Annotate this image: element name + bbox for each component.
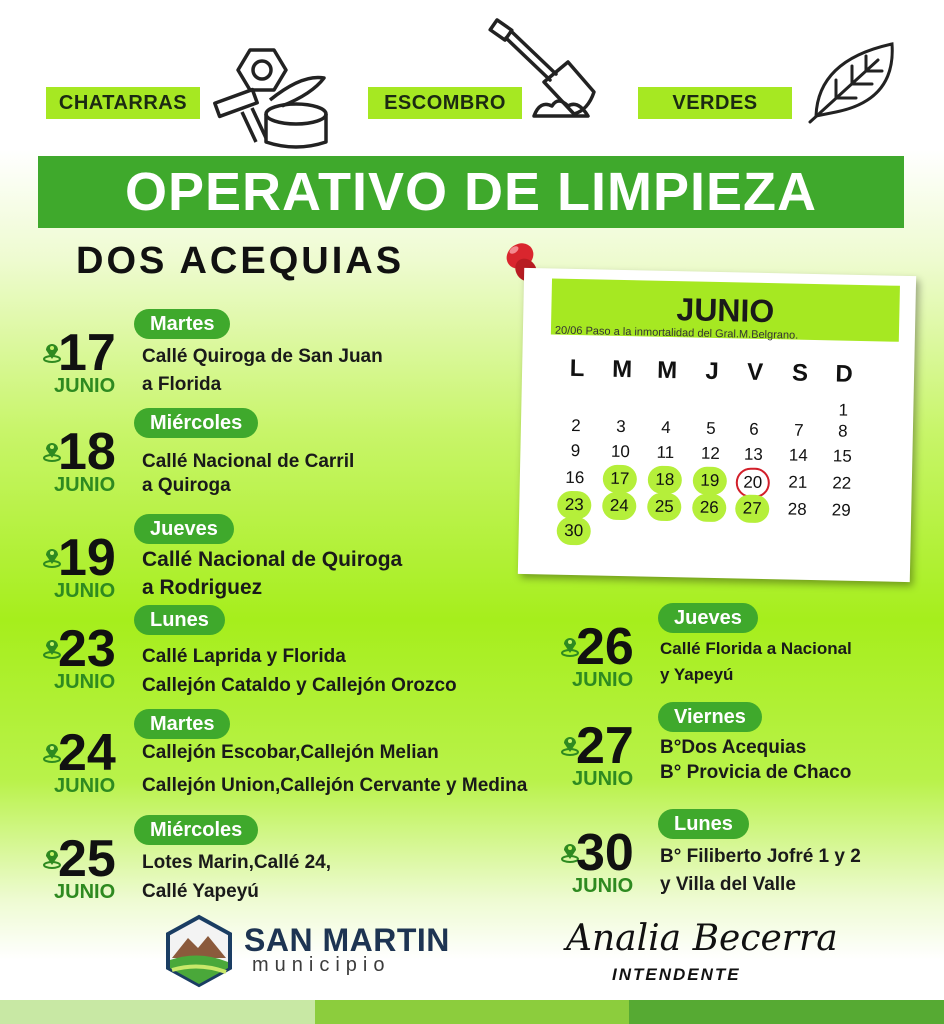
month-label: JUNIO (572, 875, 634, 897)
street-line: a Quiroga (142, 475, 231, 496)
day-number: 23 (58, 620, 116, 678)
calendar-day: 9 (570, 440, 581, 461)
calendar-day: 15 (832, 446, 853, 466)
weekday-badge: Martes (134, 709, 230, 739)
calendar-day: 19 (693, 467, 728, 496)
month-label: JUNIO (54, 671, 116, 693)
calendar-weekday: M (611, 355, 633, 384)
calendar-weekday: D (835, 360, 854, 388)
month-label: JUNIO (54, 775, 116, 797)
month-label: JUNIO (54, 474, 116, 496)
month-label: JUNIO (572, 669, 634, 691)
calendar-day: 6 (748, 419, 759, 439)
leaf-icon (806, 40, 902, 126)
street-line: y Yapeyú (660, 665, 734, 684)
street-line: B° Filiberto Jofré 1 y 2 (660, 846, 861, 867)
calendar-note: 20/06 Paso a la inmortalidad del Gral.M.Belgrano. (554, 324, 799, 342)
logo-subtitle: municipio (252, 954, 391, 976)
month-label: JUNIO (572, 768, 634, 790)
calendar-day: 13 (743, 444, 764, 464)
calendar-weekday: V (746, 358, 764, 386)
calendar-day: 5 (705, 418, 716, 438)
street-line: B°Dos Acequias (660, 737, 807, 758)
calendar-day: 25 (647, 493, 682, 522)
calendar-day: 11 (656, 442, 675, 463)
calendar-day: 14 (788, 445, 809, 465)
calendar-day: 1 (838, 400, 849, 420)
calendar-day: 7 (793, 420, 804, 440)
calendar-day: 10 (610, 441, 631, 462)
tag-verdes: VERDES (638, 87, 792, 119)
calendar-weekday: J (705, 357, 720, 386)
street-line: Callé Yapeyú (142, 881, 259, 902)
san-martin-logo-icon (162, 914, 236, 988)
calendar-weekday: M (656, 356, 678, 385)
calendar (518, 268, 916, 582)
month-label: JUNIO (54, 881, 116, 903)
day-number: 27 (576, 717, 634, 775)
signature-role: INTENDENTE (612, 965, 741, 984)
street-line: a Rodriguez (142, 576, 263, 599)
day-number: 18 (58, 423, 116, 481)
page-subtitle: DOS ACEQUIAS (76, 240, 405, 282)
month-label: JUNIO (54, 580, 116, 602)
signature-name: Analia Becerra (566, 918, 838, 959)
footer-bar (0, 1000, 944, 1024)
weekday-badge: Miércoles (134, 408, 258, 438)
day-number: 24 (58, 724, 116, 782)
street-line: a Florida (142, 374, 222, 395)
day-number: 30 (576, 824, 634, 882)
street-line: Callejón Union,Callejón Cervante y Medina (142, 775, 528, 796)
calendar-day: 21 (788, 472, 808, 492)
calendar-day: 30 (556, 517, 591, 546)
calendar-day: 23 (557, 491, 592, 520)
calendar-day: 8 (837, 421, 848, 441)
street-line: Callejón Escobar,Callejón Melian (142, 742, 439, 763)
weekday-badge: Lunes (134, 605, 225, 635)
logo-name: SAN MARTIN (244, 922, 450, 958)
month-label: JUNIO (54, 375, 116, 397)
calendar-day: 16 (565, 467, 585, 488)
calendar-day: 12 (700, 443, 721, 464)
street-line: Callé Nacional de Carril (142, 451, 355, 472)
street-line: Callejón Cataldo y Callejón Orozco (142, 675, 457, 696)
calendar-day: 3 (616, 416, 626, 437)
day-number: 17 (58, 324, 116, 382)
calendar-day: 20 (735, 467, 770, 498)
tag-chatarras: CHATARRAS (46, 87, 200, 119)
calendar-day: 22 (832, 473, 852, 493)
calendar-weekday: L (569, 354, 585, 383)
calendar-day: 28 (787, 499, 807, 519)
street-line: Callé Florida a Nacional (660, 639, 852, 658)
calendar-day: 24 (602, 492, 637, 521)
calendar-day: 29 (831, 500, 851, 520)
page-title: OPERATIVO DE LIMPIEZA (38, 156, 904, 228)
street-line: y Villa del Valle (660, 874, 796, 895)
day-number: 19 (58, 529, 116, 587)
day-number: 26 (576, 618, 634, 676)
weekday-badge: Viernes (658, 702, 762, 732)
street-line: B° Provicia de Chaco (660, 762, 852, 783)
street-line: Callé Quiroga de San Juan (142, 346, 383, 367)
weekday-badge: Jueves (658, 603, 758, 633)
weekday-badge: Miércoles (134, 815, 258, 845)
street-line: Callé Laprida y Florida (142, 646, 346, 667)
calendar-day: 27 (735, 494, 770, 523)
street-line: Lotes Marin,Callé 24, (142, 852, 332, 873)
weekday-badge: Lunes (658, 809, 749, 839)
weekday-badge: Martes (134, 309, 230, 339)
calendar-month: JUNIO (551, 279, 900, 342)
calendar-day: 4 (661, 417, 671, 438)
tag-escombro: ESCOMBRO (368, 87, 522, 119)
day-number: 25 (58, 830, 116, 888)
street-line: Callé Nacional de Quiroga (142, 548, 403, 571)
calendar-day: 26 (692, 494, 727, 523)
weekday-badge: Jueves (134, 514, 234, 544)
shovel-icon (488, 18, 608, 122)
calendar-weekday: S (791, 359, 809, 387)
calendar-day: 2 (571, 415, 581, 436)
calendar-day: 18 (648, 466, 683, 495)
scrap-icon (212, 44, 336, 150)
calendar-day: 17 (603, 465, 638, 494)
